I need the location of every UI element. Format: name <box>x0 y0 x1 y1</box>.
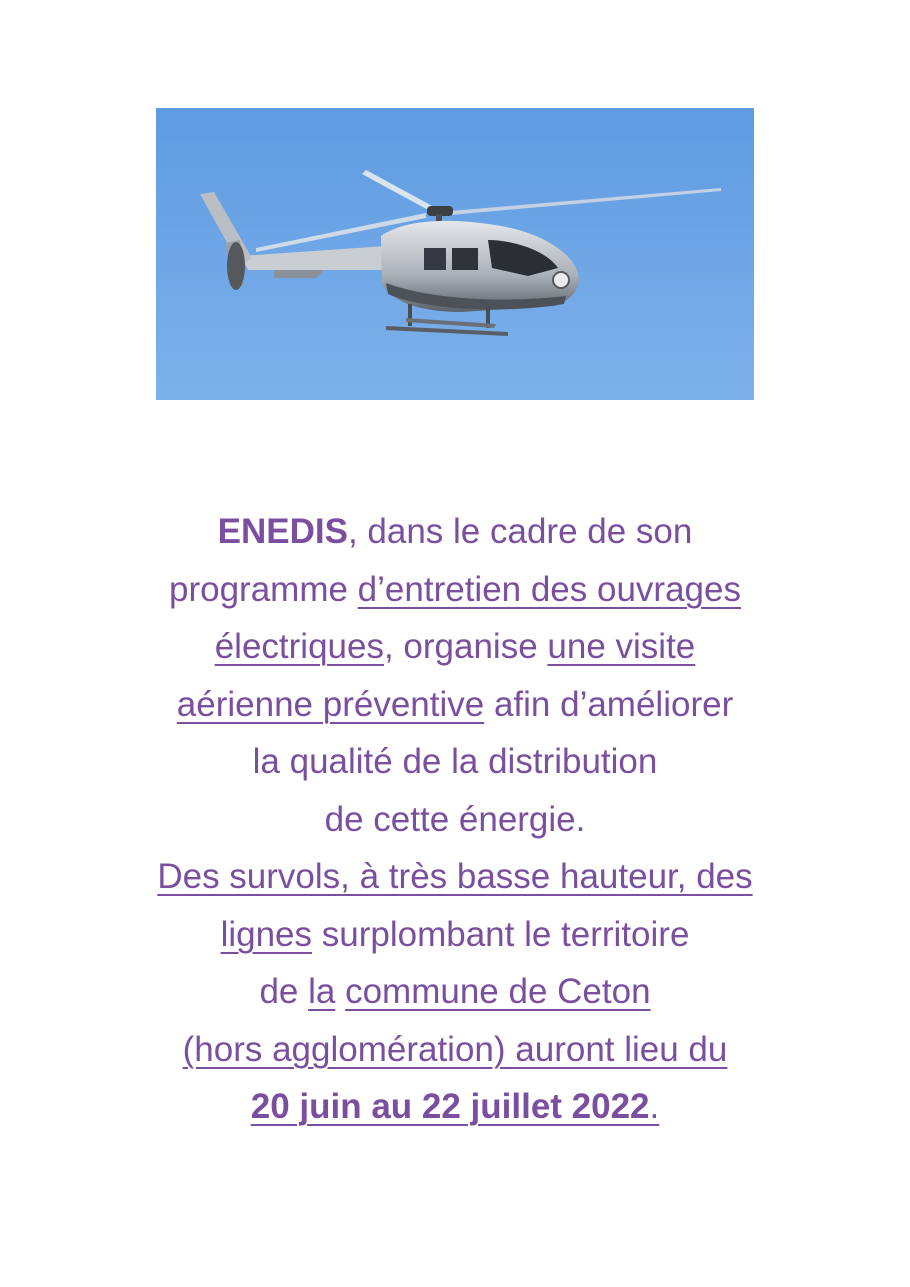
underlined-phrase: d’entretien des ouvrages <box>357 569 741 609</box>
notice-line-10 <box>60 1021 850 1079</box>
text-fragment <box>335 972 345 1011</box>
underlined-phrase: aérienne préventive <box>176 684 485 724</box>
event-dates: 20 juin au 22 juillet 2022 <box>250 1087 650 1126</box>
underlined-phrase: lignes <box>220 914 313 954</box>
notice-line-9 <box>60 963 850 1021</box>
notice-line-8 <box>60 906 850 964</box>
text-fragment: afin d’améliorer <box>484 684 734 724</box>
text-fragment: , organise <box>383 627 548 666</box>
text-fragment: programme <box>169 569 358 609</box>
notice-line-5: la qualité de la distribution <box>252 742 658 781</box>
notice-line-11 <box>60 1078 850 1136</box>
notice-line-6: de cette énergie. <box>324 799 586 839</box>
notice-line-4 <box>60 676 850 734</box>
text-fragment: surplombant le territoire <box>312 914 690 954</box>
notice-line-3 <box>60 618 850 676</box>
underlined-phrase: une visite <box>547 627 696 666</box>
underlined-phrase: Des survols, à très basse hauteur, des <box>157 857 753 896</box>
notice-line-1 <box>60 503 850 561</box>
notice-text <box>60 503 850 1136</box>
company-name: ENEDIS <box>217 512 348 551</box>
underlined-phrase: la <box>308 972 336 1011</box>
notice-line-7 <box>60 848 850 906</box>
notice-line-2 <box>60 561 850 619</box>
text-fragment: , dans le cadre de son <box>347 512 693 551</box>
helicopter-photo <box>156 108 754 400</box>
underlined-phrase: électriques <box>214 627 384 666</box>
underlined-phrase: commune de Ceton <box>345 972 651 1011</box>
helicopter-illustration <box>156 108 754 400</box>
underlined-phrase: (hors agglomération) auront lieu du <box>182 1029 728 1069</box>
text-fragment: de <box>259 972 309 1011</box>
text-fragment: . <box>649 1087 660 1126</box>
